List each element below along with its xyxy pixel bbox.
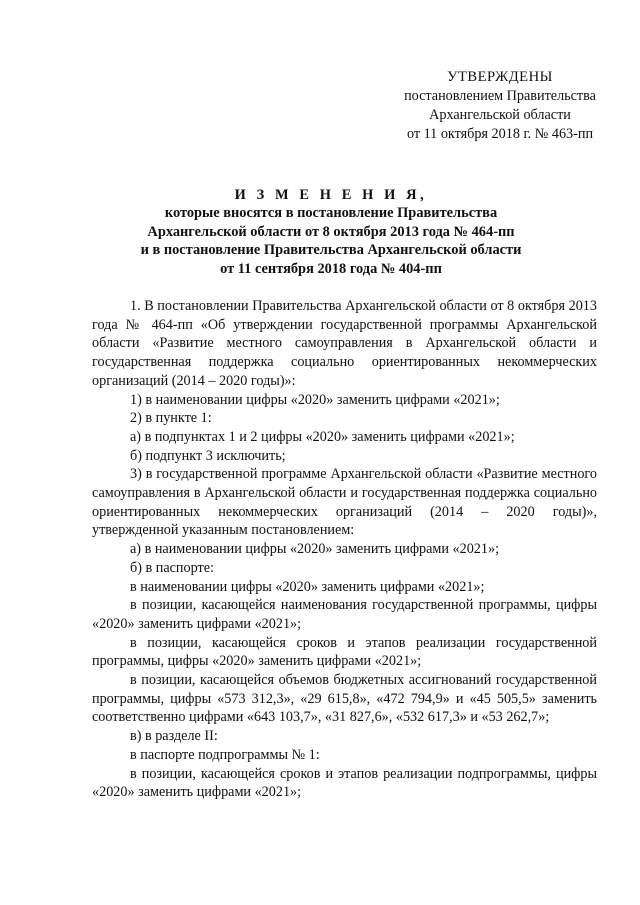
paragraph: в позиции, касающейся наименования государственной программы, цифры «2020» заменить цифрами «2021»; bbox=[92, 597, 597, 632]
paragraph: в паспорте подпрограммы № 1: bbox=[130, 746, 320, 763]
paragraph: б) в паспорте: bbox=[130, 559, 214, 576]
approval-line: постановлением Правительства bbox=[404, 88, 596, 104]
title-line: которые вносятся в постановление Правительства bbox=[164, 205, 498, 222]
paragraph: 1) в наименовании цифры «2020» заменить цифрами «2021»; bbox=[130, 391, 500, 408]
paragraph: в) в разделе II: bbox=[130, 728, 218, 745]
title-line: Архангельской области от 8 октября 2013 года № 464-пп bbox=[147, 223, 515, 240]
paragraph: в наименовании цифры «2020» заменить цифрами «2021»; bbox=[130, 578, 485, 595]
paragraph: б) подпункт 3 исключить; bbox=[130, 447, 286, 464]
title-line: и в постановление Правительства Архангельской области bbox=[140, 242, 522, 259]
approval-date: от 11 октября 2018 г. № 463-пп bbox=[406, 126, 594, 142]
paragraph: в позиции, касающейся сроков и этапов реализации государственной программы, цифры «2020» заменить цифрами «2021»; bbox=[92, 634, 597, 670]
paragraph: а) в наименовании цифры «2020» заменить цифрами «2021»; bbox=[130, 541, 500, 558]
paragraph: 2) в пункте 1: bbox=[130, 410, 212, 427]
approval-stamp bbox=[380, 68, 620, 144]
paragraph: в позиции, касающейся объемов бюджетных ассигнований государственной программы, цифры «573 312,3», «29 615,8», «472 794,9» и «45 505,5» заменить соответственно цифрами «643 103,7», «31 827,6», «532 617,3» и «53 262,7»; bbox=[92, 672, 597, 726]
approval-line: Архангельской области bbox=[429, 107, 571, 123]
paragraph: 1. В постановлении Правительства Архангельской области от 8 октября 2013 года № 464-пп «Об утверждении государственной программы Архангельской области «Развитие местного самоуправления в Архангельской области и государственная поддержка социально ориентированных некоммерческих организаций (2014 – 2020 годы)»: bbox=[92, 298, 597, 389]
document-body bbox=[92, 297, 597, 802]
paragraph: а) в подпунктах 1 и 2 цифры «2020» заменить цифрами «2021»; bbox=[130, 428, 515, 445]
approval-heading: УТВЕРЖДЕНЫ bbox=[447, 69, 553, 85]
paragraph: 3) в государственной программе Архангельской области «Развитие местного самоуправления в Архангельской области и государственная поддержка социально ориентированных некоммерческих организаций (2014 – 2020 годы)», утвержденной указанным постановлением: bbox=[92, 466, 597, 539]
title-line: от 11 сентября 2018 года № 404-пп bbox=[220, 260, 442, 277]
paragraph: в позиции, касающейся сроков и этапов реализации подпрограммы, цифры «2020» заменить цифрами «2021»; bbox=[92, 765, 597, 801]
document-title bbox=[92, 186, 570, 278]
title-heading: И З М Е Н Е Н И Я, bbox=[234, 187, 428, 203]
